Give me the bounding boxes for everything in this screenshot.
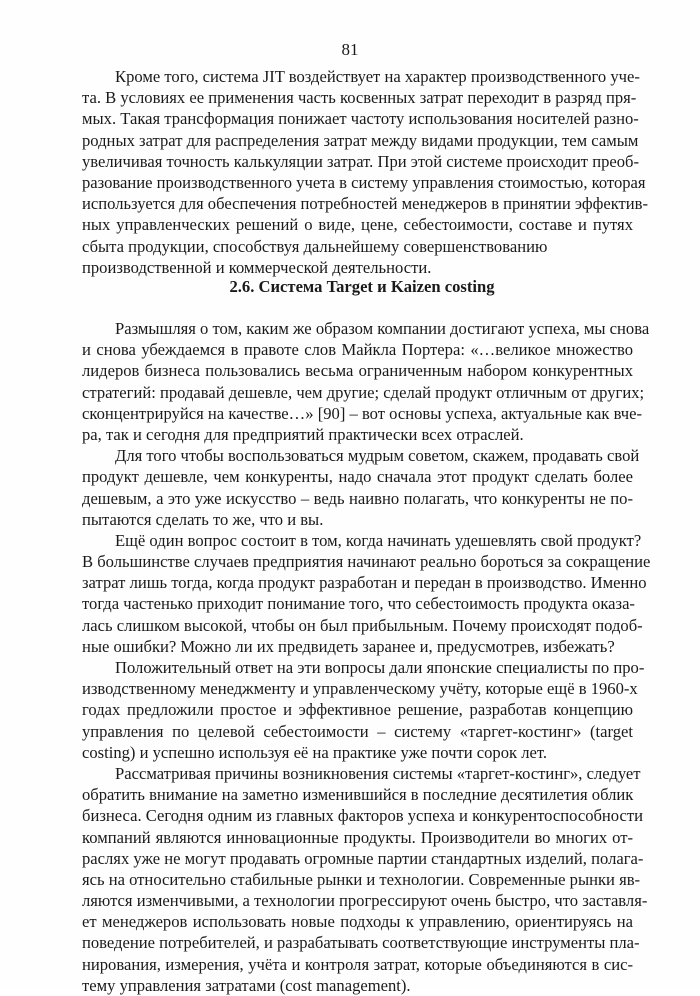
text-line: продукт дешевле, чем конкуренты, надо сначала этот продукт сделать более: [82, 467, 633, 487]
text-line: родных затрат для распределения затрат между видами продукции, тем самым: [82, 130, 639, 150]
paragraph-jit-accounting: [82, 66, 649, 278]
text-line: компаний являются инновационные продукты. Производители во многих от-: [82, 827, 633, 847]
text-line: costing) и успешно используя её на практике уже почти сорок лет.: [82, 742, 547, 762]
text-line: Кроме того, система JIT воздействует на характер производственного уче-: [115, 67, 640, 86]
text-line: Положительный ответ на эти вопросы дали японские специалисты по про-: [115, 658, 645, 677]
text-line: ет менеджеров использовать новые подходы к управлению, ориентируясь на: [82, 912, 633, 932]
text-line: та. В условиях ее применения часть косвенных затрат переходит в разряд пря-: [82, 88, 637, 108]
text-line: Размышляя о том, каким же образом компании достигают успеха, мы снова: [115, 319, 650, 338]
text-line: управления по целевой себестоимости – систему «таргет-костинг» (target: [82, 721, 633, 741]
text-line: В большинстве случаев предприятия начинают реально бороться за сокращение: [82, 552, 651, 572]
section-body: [82, 318, 651, 996]
text-line: тему управления затратами (cost management).: [82, 975, 411, 995]
text-line: дешевым, а это уже искусство – ведь наивно полагать, что конкуренты не по-: [82, 488, 633, 508]
text-line: ясь на относительно стабильные рынки и технологии. Современные рынки яв-: [82, 869, 641, 889]
text-line: сбыта продукции, способствуя дальнейшему совершенствованию: [82, 236, 548, 256]
text-line: Рассматривая причины возникновения системы «таргет-костинг», следует: [115, 763, 641, 783]
text-line: лидеров бизнеса пользовались весьма ограниченным набором конкурентных: [82, 361, 633, 381]
text-line: Ещё один вопрос состоит в том, когда начинать удешевлять свой продукт?: [115, 530, 642, 550]
text-line: сконцентрируйся на качестве…» [90] – вот основы успеха, актуальные как вче-: [82, 403, 643, 423]
text-line: годах предложили простое и эффективное решение, разработав концепцию: [82, 700, 633, 720]
text-line: и снова убеждаемся в правоте слов Майкла Портера: «…великое множество: [82, 340, 633, 360]
text-line: тогда частенько приходит понимание того, что себестоимость продукта оказа-: [82, 594, 635, 614]
text-line: обратить внимание на заметно изменившийся в последние десятилетия облик: [82, 785, 634, 805]
section-heading: 2.6. Система Target и Kaizen costing: [229, 277, 495, 296]
text-line: увеличивая точность калькуляции затрат. При этой системе происходит преоб-: [82, 151, 640, 171]
text-line: разование производственного учета в систему управления стоимостью, которая: [82, 172, 646, 192]
text-line: изводственному менеджменту и управленческому учёту, которые ещё в 1960-х: [82, 679, 638, 699]
text-line: поведение потребителей, и разрабатывать соответствующие инструменты пла-: [82, 933, 640, 953]
text-line: затрат лишь тогда, когда продукт разработан и передан в производство. Именно: [82, 573, 647, 593]
text-line: используется для обеспечения потребностей менеджеров в принятии эффектив-: [82, 194, 649, 214]
text-line: мых. Такая трансформация понижает частоту использования носителей разно-: [82, 109, 639, 129]
text-line: пытаются сделать то же, что и вы.: [82, 509, 324, 529]
text-line: Для того чтобы воспользоваться мудрым советом, скажем, продавать свой: [115, 446, 640, 466]
page-number: 81: [341, 40, 359, 59]
text-line: стратегий: продавай дешевле, чем другие; сделай продукт отличным от других;: [82, 382, 645, 402]
text-line: бизнеса. Сегодня одним из главных факторов успеха и конкурентоспособности: [82, 806, 644, 826]
text-line: ра, так и сегодня для предприятий практически всех отраслей.: [82, 424, 524, 444]
text-line: лась слишком высокой, чтобы он был прибыльным. Почему происходят подоб-: [82, 615, 643, 635]
text-line: нирования, измерения, учёта и контроля затрат, которые объединяются в сис-: [82, 954, 633, 974]
text-line: производственной и коммерческой деятельности.: [82, 257, 432, 277]
text-line: ных управленческих решений о виде, цене, себестоимости, составе и путях: [82, 215, 633, 235]
text-line: ляются изменчивыми, а технологии прогрессируют очень быстро, что заставля-: [82, 891, 648, 911]
text-line: раслях уже не могут продавать огромные партии стандартных изделий, полага-: [82, 848, 644, 868]
text-line: ные ошибки? Можно ли их предвидеть заранее и, предусмотрев, избежать?: [82, 636, 615, 656]
